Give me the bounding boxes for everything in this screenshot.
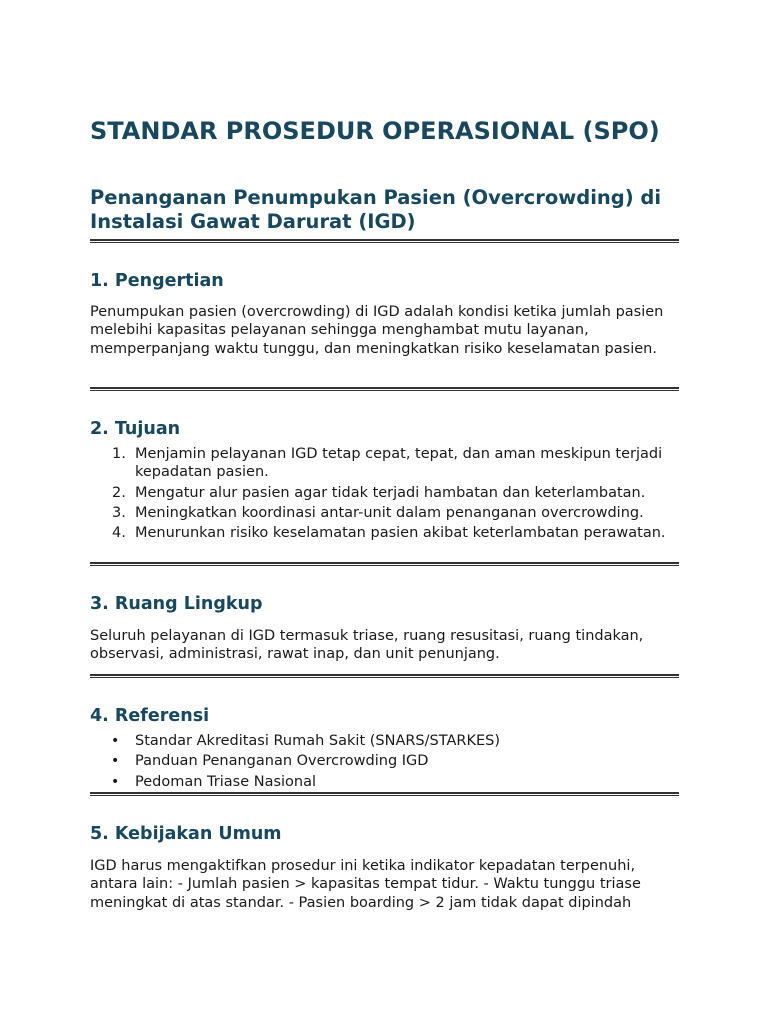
bullet-icon: • (111, 753, 120, 770)
list-item (90, 504, 679, 522)
list-item (90, 732, 679, 750)
list-item-text: Menjamin pelayanan IGD tetap cepat, tepat, dan aman meskipun terjadi kepadatan pasien. (135, 446, 663, 481)
divider (90, 387, 679, 391)
section-text-pengertian: Penumpukan pasien (overcrowding) di IGD adalah kondisi ketika jumlah pasien melebihi kapasitas pelayanan sehingga menghambat mutu layanan, memperpanjang waktu tunggu, dan meningkatkan risiko keselamatan pasien. (90, 304, 664, 357)
section-text-ruang-lingkup: Seluruh pelayanan di IGD termasuk triase, ruang resusitasi, ruang tindakan, observasi, administrasi, rawat inap, dan unit penunjang. (90, 628, 644, 663)
list-number: 1. (112, 446, 126, 462)
section-heading-ruang-lingkup: 3. Ruang Lingkup (90, 594, 263, 614)
tujuan-list (90, 445, 679, 544)
section-heading-kebijakan: 5. Kebijakan Umum (90, 824, 282, 844)
list-item-text: Menurunkan risiko keselamatan pasien akibat keterlambatan perawatan. (135, 525, 666, 542)
list-item-text: Panduan Penanganan Overcrowding IGD (135, 753, 429, 770)
divider (90, 562, 679, 566)
list-item (90, 752, 679, 770)
list-number: 2. (112, 484, 126, 501)
list-item (90, 484, 679, 502)
bullet-icon: • (111, 773, 120, 790)
divider (90, 792, 679, 796)
list-number: 3. (112, 504, 126, 521)
bullet-icon: • (111, 733, 120, 749)
list-item-text: Pedoman Triase Nasional (135, 773, 317, 790)
section-heading-tujuan: 2. Tujuan (90, 419, 181, 439)
list-item-text: Standar Akreditasi Rumah Sakit (SNARS/STARKES) (135, 733, 500, 749)
list-item (90, 445, 679, 482)
divider (90, 674, 679, 678)
referensi-list (90, 732, 679, 793)
list-item (90, 773, 679, 791)
section-heading-pengertian: 1. Pengertian (90, 271, 224, 291)
divider (90, 239, 679, 243)
document-subtitle: Penanganan Penumpukan Pasien (Overcrowding) di Instalasi Gawat Darurat (IGD) (90, 186, 662, 233)
document-title: STANDAR PROSEDUR OPERASIONAL (SPO) (90, 117, 660, 145)
list-item (90, 524, 679, 542)
list-item-text: Meningkatkan koordinasi antar-unit dalam penanganan overcrowding. (135, 504, 644, 521)
list-number: 4. (112, 525, 126, 542)
section-text-kebijakan: IGD harus mengaktifkan prosedur ini ketika indikator kepadatan terpenuhi, antara lain: - Jumlah pasien > kapasitas tempat tidur. - Waktu tunggu triase meningkat di atas standar. - Pasien boarding > 2 jam tidak dapat dipindah (90, 858, 641, 911)
list-item-text: Mengatur alur pasien agar tidak terjadi hambatan dan keterlambatan. (135, 484, 646, 501)
section-heading-referensi: 4. Referensi (90, 706, 210, 726)
